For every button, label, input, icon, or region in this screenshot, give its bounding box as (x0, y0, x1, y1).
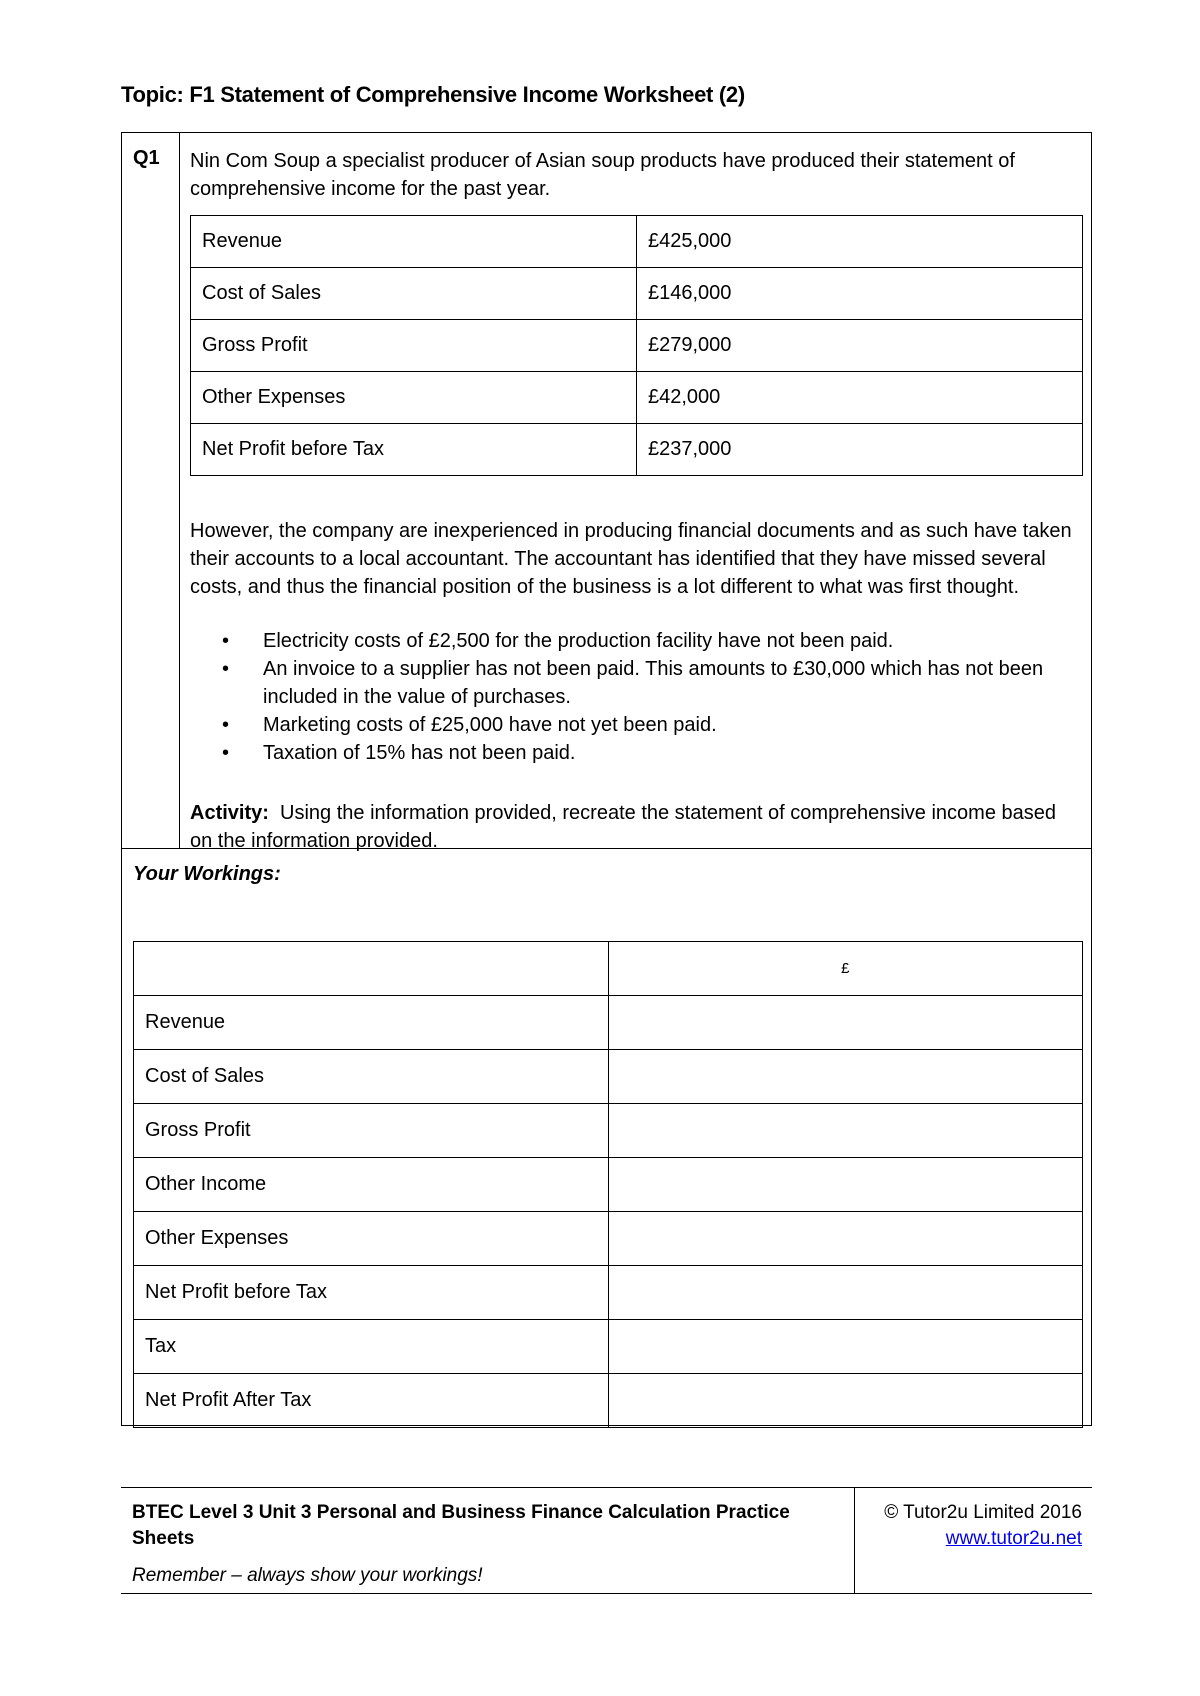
question-row (122, 133, 1091, 852)
table-row (134, 1266, 1083, 1320)
list-item (190, 627, 1080, 655)
given-item: Cost of Sales (191, 268, 637, 320)
table-row (134, 996, 1083, 1050)
question-intro (190, 147, 1080, 203)
workings-item: Revenue (134, 996, 609, 1050)
copyright-text: © Tutor2u Limited 2016 (884, 1502, 1082, 1523)
given-value: £146,000 (637, 268, 1083, 320)
question-label: Q1 (133, 147, 160, 169)
workings-answer-cell[interactable] (608, 1212, 1083, 1266)
given-item: Net Profit before Tax (191, 424, 637, 476)
list-item (190, 655, 1080, 711)
question-divider (179, 133, 180, 848)
workings-column-header: £ (608, 942, 1083, 996)
question-intro-text: Nin Com Soup a specialist producer of Asian soup products have produced their statement of comprehensive income for the past year. (190, 150, 1015, 200)
table-row (134, 942, 1083, 996)
given-value: £237,000 (637, 424, 1083, 476)
given-item: Other Expenses (191, 372, 637, 424)
table-row (134, 1374, 1083, 1428)
workings-item: Other Income (134, 1158, 609, 1212)
bullet-icon: • (222, 658, 230, 680)
list-item-text: An invoice to a supplier has not been paid. This amounts to £30,000 which has not been included in the value of purchases. (263, 658, 1044, 708)
list-item-text: Marketing costs of £25,000 have not yet been paid. (263, 714, 717, 736)
accountant-paragraph: However, the company are inexperienced in producing financial documents and as such have taken their accounts to a local accountant. The accountant has identified that they have missed several costs, and thus the financial position of the business is a lot different to what was first thought. (190, 520, 1072, 598)
table-row (191, 372, 1083, 424)
workings-answer-cell[interactable] (608, 1050, 1083, 1104)
given-value: £42,000 (637, 372, 1083, 424)
workings-item: Tax (134, 1320, 609, 1374)
workings-answer-cell[interactable] (608, 1374, 1083, 1428)
footer-credits (884, 1500, 1082, 1552)
list-item (190, 739, 1080, 767)
table-row (134, 1158, 1083, 1212)
table-row (134, 1212, 1083, 1266)
workings-item: Cost of Sales (134, 1050, 609, 1104)
given-value: £425,000 (637, 216, 1083, 268)
missed-costs-list (190, 627, 1080, 767)
bullet-icon: • (222, 742, 230, 764)
footer (121, 1487, 1092, 1594)
workings-table (133, 941, 1083, 1428)
tutor2u-link[interactable]: www.tutor2u.net (945, 1528, 1082, 1549)
workings-answer-cell[interactable] (608, 1158, 1083, 1212)
activity-text: Using the information provided, recreate the statement of comprehensive income based on the information provided. (190, 802, 1062, 852)
workings-answer-cell[interactable] (608, 1266, 1083, 1320)
list-item-text: Electricity costs of £2,500 for the production facility have not been paid. (263, 630, 894, 652)
workings-item: Gross Profit (134, 1104, 609, 1158)
workings-item: Net Profit before Tax (134, 1266, 609, 1320)
activity-instruction (190, 799, 1080, 855)
workings-label: Your Workings: (133, 863, 281, 885)
bullet-icon: • (222, 630, 230, 652)
table-row (134, 1320, 1083, 1374)
table-row (134, 1050, 1083, 1104)
workings-answer-cell[interactable] (608, 1320, 1083, 1374)
footer-title: BTEC Level 3 Unit 3 Personal and Business Finance Calculation Practice Sheets (132, 1502, 790, 1549)
given-value: £279,000 (637, 320, 1083, 372)
list-item-text: Taxation of 15% has not been paid. (263, 742, 576, 764)
footer-divider (854, 1488, 855, 1593)
table-row (191, 320, 1083, 372)
page-title: Topic: F1 Statement of Comprehensive Income Worksheet (2) (121, 82, 745, 107)
workings-header-blank (134, 942, 609, 996)
given-income-table (190, 215, 1083, 476)
list-item (190, 711, 1080, 739)
given-item: Gross Profit (191, 320, 637, 372)
worksheet-box (121, 132, 1092, 1426)
given-item: Revenue (191, 216, 637, 268)
workings-item: Net Profit After Tax (134, 1374, 609, 1428)
table-row (134, 1104, 1083, 1158)
table-row (191, 216, 1083, 268)
workings-answer-cell[interactable] (608, 996, 1083, 1050)
table-row (191, 268, 1083, 320)
workings-answer-cell[interactable] (608, 1104, 1083, 1158)
activity-label: Activity: (190, 802, 269, 824)
table-row (191, 424, 1083, 476)
bullet-icon: • (222, 714, 230, 736)
workings-item: Other Expenses (134, 1212, 609, 1266)
footer-note: Remember – always show your workings! (132, 1565, 483, 1586)
